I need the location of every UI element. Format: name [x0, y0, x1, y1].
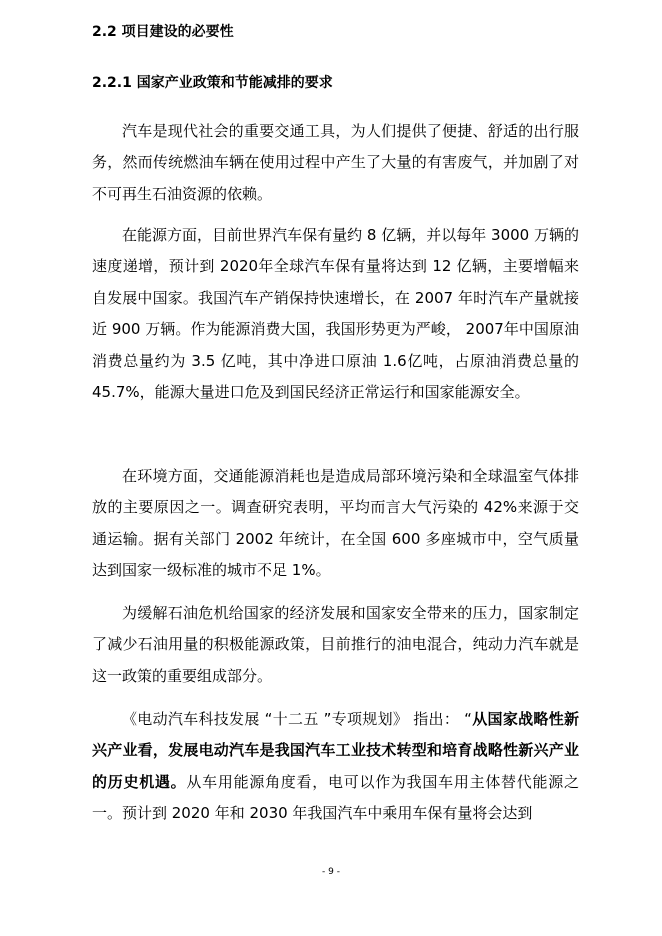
subsection-heading: 2.2.1 国家产业政策和节能减排的要求 — [92, 75, 333, 91]
page-number: - 9 - — [322, 867, 340, 877]
paragraph-energy: 在能源方面，目前世界汽车保有量约 8 亿辆，并以每年 3000 万辆的速度递增，预计到 2020年全球汽车保有量将达到 12 亿辆，主要增幅来自发展中国家。我国汽车产销保持快速增长，在 2007 年时汽车产量就接近 900 万辆。作为能源消费大国，我国形势更为严峻， 2007年中国原油消费总量约为 3.5 亿吨，其中净进口原油 1.6亿吨，占原油消费总量的 45.7%，能源大量进口危及到国民经济正常运行和国家能源安全。 — [92, 226, 579, 402]
paragraph-environment: 在环境方面，交通能源消耗也是造成局部环境污染和全球温室气体排放的主要原因之一。调查研究表明，平均而言大气污染的 42%来源于交通运输。据有关部门 2002 年统计，在全国 600 多座城市中，空气质量达到国家一级标准的城市不足 1%。 — [92, 467, 579, 580]
section-heading: 2.2 项目建设的必要性 — [92, 24, 234, 40]
quote-intro: 《电动汽车科技发展 “十二五 ”专项规划》 指出： “ — [122, 710, 472, 728]
paragraph-policy: 为缓解石油危机给国家的经济发展和国家安全带来的压力，国家制定了减少石油用量的积极能源政策，目前推行的油电混合，纯动力汽车就是这一政策的重要组成部分。 — [92, 604, 579, 685]
quote-continuation: 从车用能源角度看，电可以作为我国车用主体替代能源之一。预计到 2020 年和 2030 年我国汽车中乘用车保有量将会达到 — [92, 772, 579, 823]
paragraph-intro: 汽车是现代社会的重要交通工具，为人们提供了便捷、舒适的出行服务，然而传统燃油车辆在使用过程中产生了大量的有害废气，并加剧了对不可再生石油资源的依赖。 — [92, 122, 579, 203]
quote-bold: 从国家战略性新兴产业看，发展电动汽车是我国汽车工业技术转型和培育战略性新兴产业的历史机遇。 — [92, 710, 579, 791]
paragraph-plan-quote — [92, 704, 579, 830]
